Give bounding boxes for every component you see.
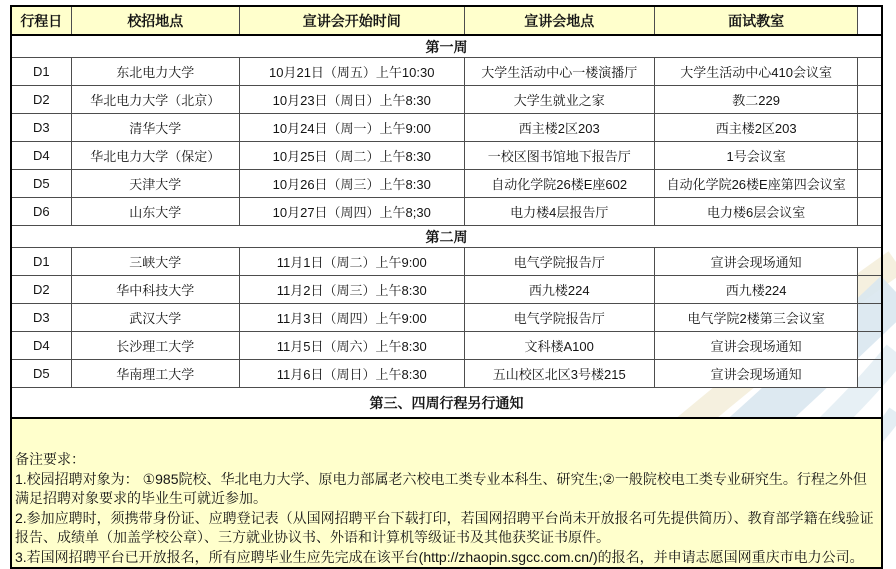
schedule-cell: 华中科技大学 <box>71 276 239 304</box>
schedule-cell: 东北电力大学 <box>71 58 239 86</box>
schedule-row <box>11 170 882 198</box>
header-row <box>11 6 882 35</box>
empty-cell <box>858 276 882 304</box>
schedule-cell: 三峡大学 <box>71 248 239 276</box>
schedule-cell: 大学生活动中心410会议室 <box>654 58 857 86</box>
schedule-cell: 武汉大学 <box>71 304 239 332</box>
schedule-row <box>11 58 882 86</box>
section-title: 第二周 <box>11 226 882 248</box>
schedule-cell: 11月2日（周三）上午8:30 <box>240 276 465 304</box>
schedule-cell: 电力楼6层会议室 <box>654 198 857 226</box>
schedule-cell: D1 <box>11 248 71 276</box>
schedule-cell: D2 <box>11 276 71 304</box>
schedule-table-body <box>11 35 882 418</box>
schedule-cell: 华北电力大学（保定） <box>71 142 239 170</box>
column-header-interview-room: 面试教室 <box>654 6 857 35</box>
column-header-venue: 宣讲会地点 <box>464 6 654 35</box>
section-title: 第三、四周行程另行通知 <box>11 388 882 419</box>
schedule-cell: 自动化学院26楼E座第四会议室 <box>654 170 857 198</box>
schedule-row <box>11 198 882 226</box>
section-row <box>11 388 882 419</box>
schedule-cell: 10月25日（周二）上午8:30 <box>240 142 465 170</box>
column-header-day: 行程日 <box>11 6 71 35</box>
remarks-title: 备注要求： <box>15 451 85 467</box>
section-row <box>11 35 882 58</box>
schedule-cell: D5 <box>11 360 71 388</box>
schedule-cell: 长沙理工大学 <box>71 332 239 360</box>
schedule-table <box>10 5 883 419</box>
schedule-row <box>11 360 882 388</box>
schedule-row <box>11 304 882 332</box>
schedule-cell: 教二229 <box>654 86 857 114</box>
schedule-cell: 11月6日（周日）上午8:30 <box>240 360 465 388</box>
schedule-cell: 华南理工大学 <box>71 360 239 388</box>
schedule-cell: D3 <box>11 114 71 142</box>
empty-cell <box>858 58 882 86</box>
schedule-cell: 天津大学 <box>71 170 239 198</box>
schedule-cell: 电气学院报告厅 <box>464 304 654 332</box>
schedule-cell: 大学生活动中心一楼演播厅 <box>464 58 654 86</box>
remark-item-2: 2.参加应聘时，须携带身份证、应聘登记表（从国网招聘平台下载打印，若国网招聘平台尚未开放报名可先提供简历）、教育部学籍在线验证报告、成绩单（加盖学校公章）、三方就业协议书、外语和计算机等级证书及其他获奖证书原件。 <box>15 509 874 545</box>
schedule-cell: D6 <box>11 198 71 226</box>
schedule-cell: 宣讲会现场通知 <box>654 360 857 388</box>
schedule-row <box>11 248 882 276</box>
schedule-cell: 大学生就业之家 <box>464 86 654 114</box>
schedule-table-header <box>11 6 882 35</box>
schedule-cell: D1 <box>11 58 71 86</box>
empty-cell <box>858 170 882 198</box>
empty-cell <box>858 332 882 360</box>
schedule-row <box>11 86 882 114</box>
schedule-cell: 西主楼2区203 <box>654 114 857 142</box>
schedule-cell: D2 <box>11 86 71 114</box>
schedule-cell: D4 <box>11 142 71 170</box>
schedule-cell: 电气学院报告厅 <box>464 248 654 276</box>
empty-cell <box>858 142 882 170</box>
empty-cell <box>858 114 882 142</box>
schedule-cell: 11月5日（周六）上午8:30 <box>240 332 465 360</box>
schedule-row <box>11 114 882 142</box>
empty-cell <box>858 248 882 276</box>
recruitment-schedule-document <box>10 5 883 569</box>
schedule-cell: 电气学院2楼第三会议室 <box>654 304 857 332</box>
schedule-cell: 自动化学院26楼E座602 <box>464 170 654 198</box>
section-title: 第一周 <box>11 35 882 58</box>
schedule-cell: D4 <box>11 332 71 360</box>
schedule-cell: 10月21日（周五）上午10:30 <box>240 58 465 86</box>
schedule-cell: 11月1日（周二）上午9:00 <box>240 248 465 276</box>
schedule-cell: 1号会议室 <box>654 142 857 170</box>
column-header-campus: 校招地点 <box>71 6 239 35</box>
schedule-cell: 11月3日（周四）上午9:00 <box>240 304 465 332</box>
schedule-cell: 宣讲会现场通知 <box>654 248 857 276</box>
schedule-cell: 10月27日（周四）上午8;30 <box>240 198 465 226</box>
schedule-cell: 清华大学 <box>71 114 239 142</box>
empty-cell <box>858 360 882 388</box>
schedule-cell: 宣讲会现场通知 <box>654 332 857 360</box>
schedule-cell: 西九楼224 <box>654 276 857 304</box>
schedule-cell: 山东大学 <box>71 198 239 226</box>
schedule-row <box>11 332 882 360</box>
empty-cell <box>858 198 882 226</box>
schedule-row <box>11 276 882 304</box>
schedule-row <box>11 142 882 170</box>
schedule-cell: 西主楼2区203 <box>464 114 654 142</box>
schedule-cell: 电力楼4层报告厅 <box>464 198 654 226</box>
schedule-cell: 10月23日（周日）上午8:30 <box>240 86 465 114</box>
remarks-block <box>10 419 883 569</box>
remark-item-1: 1.校园招聘对象为： ①985院校、华北电力大学、原电力部属老六校电工类专业本科生、研究生;②一般院校电工类专业研究生。行程之外但满足招聘对象要求的毕业生可就近参加。 <box>15 470 867 506</box>
empty-header-cell <box>858 6 882 35</box>
schedule-cell: 西九楼224 <box>464 276 654 304</box>
schedule-cell: D5 <box>11 170 71 198</box>
schedule-cell: 文科楼A100 <box>464 332 654 360</box>
empty-cell <box>858 304 882 332</box>
remark-item-3: 3.若国网招聘平台已开放报名，所有应聘毕业生应先完成在该平台(http://zhaopin.sgcc.com.cn/)的报名，并申请志愿国网重庆市电力公司。 <box>15 548 864 565</box>
schedule-cell: 五山校区北区3号楼215 <box>464 360 654 388</box>
section-row <box>11 226 882 248</box>
schedule-cell: 一校区图书馆地下报告厅 <box>464 142 654 170</box>
schedule-cell: 10月26日（周三）上午8:30 <box>240 170 465 198</box>
schedule-cell: 华北电力大学（北京） <box>71 86 239 114</box>
column-header-start-time: 宣讲会开始时间 <box>240 6 465 35</box>
empty-cell <box>858 86 882 114</box>
schedule-cell: 10月24日（周一）上午9:00 <box>240 114 465 142</box>
schedule-cell: D3 <box>11 304 71 332</box>
